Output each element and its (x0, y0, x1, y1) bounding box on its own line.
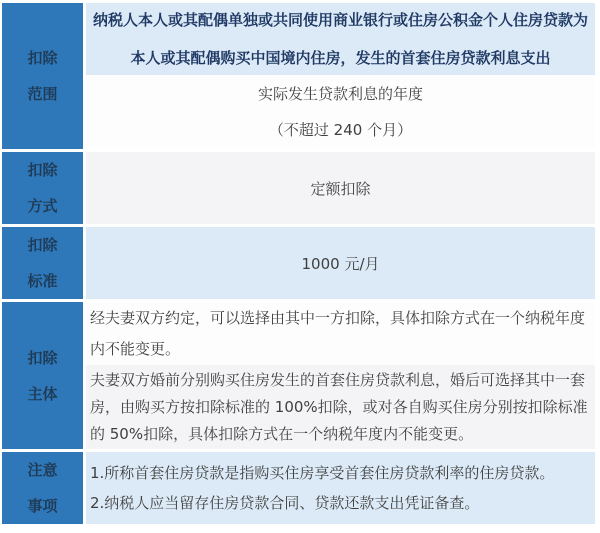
table-row-deduction-method (2, 152, 595, 224)
cell-subject-agreement (86, 302, 595, 365)
table-row-deduction-standard (2, 227, 595, 299)
note-item: 1.所称首套住房贷款是指购买住房享受首套住房贷款利率的住房贷款。 (90, 464, 555, 482)
cell-method-value (86, 152, 595, 224)
cell-scope-definition (86, 3, 595, 75)
cell-standard-amount (86, 227, 595, 299)
cell-text-line: 定额扣除 (310, 179, 371, 198)
row-header-line: 扣除 (27, 236, 58, 254)
row-header-line: 事项 (27, 497, 58, 515)
row-header-line: 注意 (27, 461, 58, 479)
table-row-deduction-subject (2, 302, 595, 449)
row-header-line: 标准 (27, 272, 58, 290)
housing-loan-deduction-table (2, 3, 595, 527)
cell-subject-premarital (86, 365, 595, 449)
table-row-notes (2, 452, 595, 524)
note-item: 2.纳税人应当留存住房贷款合同、贷款还款支出凭证备查。 (90, 494, 480, 512)
row-header-deduction-subject (2, 302, 83, 449)
cell-notes-list (86, 452, 595, 524)
row-header-line: 扣除 (27, 348, 58, 367)
table-row-deduction-scope (2, 3, 595, 149)
cell-paragraph: 经夫妻双方约定，可以选择由其中一方扣除，具体扣除方式在一个纳税年度内不能变更。 (90, 308, 586, 358)
row-header-deduction-scope (2, 3, 83, 149)
cell-scope-period (86, 75, 595, 149)
row-header-notes (2, 452, 83, 524)
row-header-line: 主体 (27, 384, 58, 403)
cell-text-line: （不超过 240 个月） (268, 121, 413, 139)
row-header-deduction-standard (2, 227, 83, 299)
cell-paragraph: 夫妻双方婚前分别购买住房发生的首套住房贷款利息，婚后可选择其中一套房，由购买方按扣除标准的 100%扣除，或对各自购买住房分别按扣除标准的 50%扣除，具体扣除方式在一个纳税年度内不能变更。 (90, 370, 588, 443)
row-header-line: 扣除 (27, 161, 58, 179)
row-header-line: 范围 (27, 85, 58, 103)
row-header-deduction-method (2, 152, 83, 224)
cell-text-line: 纳税人本人或其配偶单独或共同使用商业银行或住房公积金个人住房贷款为 (92, 11, 588, 29)
cell-text-line: 本人或其配偶购买中国境内住房，发生的首套住房贷款利息支出 (130, 49, 551, 67)
row-header-line: 扣除 (27, 49, 58, 67)
row-header-line: 方式 (27, 197, 58, 215)
cell-text-line: 实际发生贷款利息的年度 (257, 85, 423, 103)
cell-text-line: 1000 元/月 (301, 254, 380, 273)
